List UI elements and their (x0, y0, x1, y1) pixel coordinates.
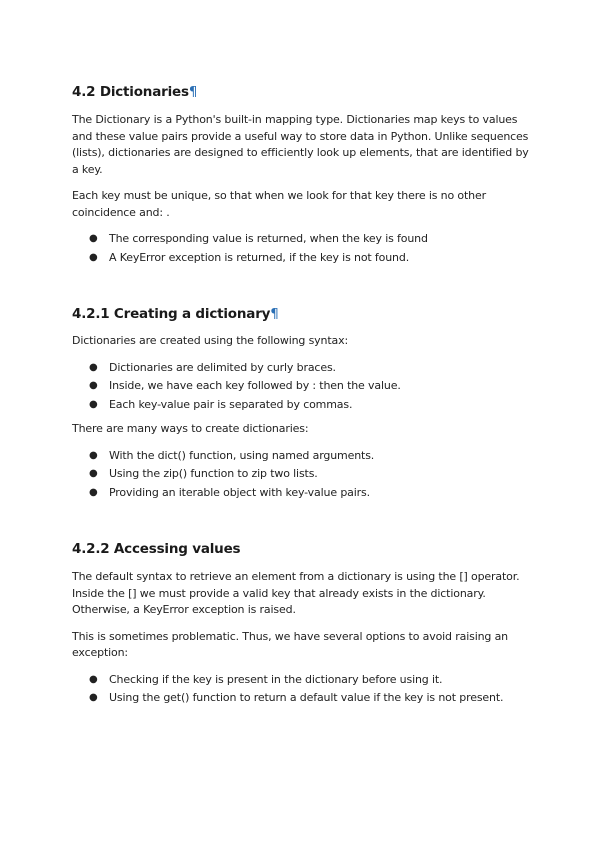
heading-text: 4.2.2 Accessing values (72, 541, 241, 557)
section-heading-accessing-values (72, 539, 532, 559)
heading-text: 4.2.1 Creating a dictionary (72, 306, 271, 322)
permalink-anchor[interactable]: ¶ (270, 306, 279, 322)
section-heading-creating-a-dictionary (72, 304, 532, 324)
list-item (72, 377, 532, 396)
list-item-text: Inside, we have each key followed by : then the value. (109, 379, 401, 392)
paragraph: There are many ways to create dictionaries: (72, 422, 309, 435)
document-page (72, 82, 532, 708)
list-item-text: A KeyError exception is returned, if the key is not found. (109, 250, 410, 264)
list-item (72, 689, 532, 708)
bullet-icon: ● (89, 233, 98, 244)
list-item-text: Checking if the key is present in the dictionary before using it. (109, 672, 443, 686)
heading-text: 4.2 Dictionaries (72, 84, 189, 100)
paragraph: Each key must be unique, so that when we look for that key there is no other coincidence and: . (72, 189, 486, 219)
bullet-list (72, 671, 532, 708)
bullet-list (72, 359, 532, 415)
list-item (72, 671, 532, 690)
bullet-icon: ● (89, 486, 98, 498)
list-item (72, 396, 532, 415)
paragraph: This is sometimes problematic. Thus, we have several options to avoid raising an exception: (72, 629, 509, 659)
list-item (72, 230, 532, 249)
list-item-text: Using the get() function to return a default value if the key is not present. (109, 691, 504, 704)
list-item (72, 484, 532, 503)
paragraph: The Dictionary is a Python's built-in mapping type. Dictionaries map keys to values and these value pairs provide a useful way to store data in Python. Unlike sequences (lists), dictionaries are designed to efficiently look up elements, that are identified by a key. (72, 113, 529, 176)
bullet-icon: ● (89, 398, 98, 410)
bullet-icon: ● (89, 380, 98, 391)
list-item-text: Using the zip() function to zip two lists. (109, 467, 318, 480)
list-item-text: Each key-value pair is separated by commas. (109, 397, 353, 411)
section-heading-dictionaries (72, 82, 532, 102)
list-item-text: The corresponding value is returned, when the key is found (109, 232, 428, 245)
permalink-anchor[interactable]: ¶ (188, 84, 198, 100)
bullet-icon: ● (89, 361, 98, 373)
paragraph: The default syntax to retrieve an element from a dictionary is using the [] operator. Inside the [] we must provide a valid key that already exists in the dictionary. Otherwise, a KeyError exception is raised. (72, 570, 520, 616)
list-item (72, 447, 532, 466)
bullet-icon: ● (89, 692, 98, 703)
list-item-text: Dictionaries are delimited by curly braces. (109, 360, 336, 374)
list-item-text: With the dict() function, using named arguments. (109, 448, 375, 462)
list-item (72, 359, 532, 378)
bullet-icon: ● (89, 251, 98, 263)
bullet-list (72, 447, 532, 503)
bullet-list (72, 230, 532, 267)
paragraph: Dictionaries are created using the following syntax: (72, 334, 349, 347)
bullet-icon: ● (89, 449, 98, 461)
bullet-icon: ● (89, 673, 98, 685)
list-item (72, 465, 532, 484)
list-item (72, 249, 532, 268)
list-item-text: Providing an iterable object with key-value pairs. (109, 485, 370, 499)
bullet-icon: ● (89, 468, 98, 479)
